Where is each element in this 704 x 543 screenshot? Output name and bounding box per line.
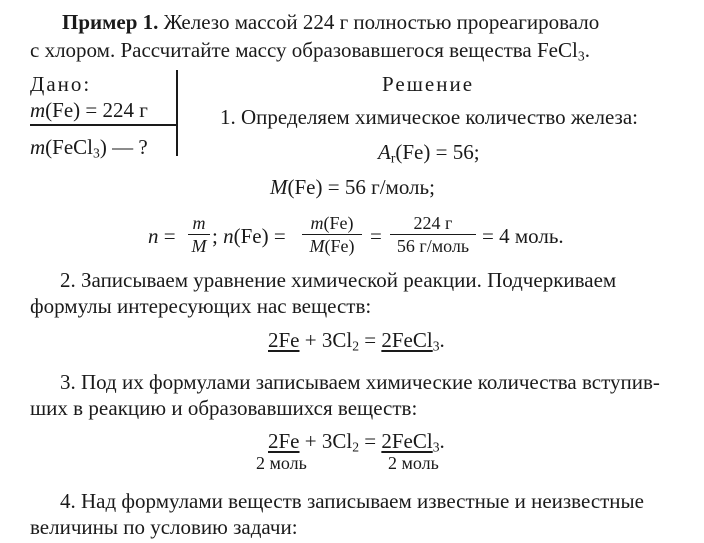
frac3-num: 224 г <box>413 213 453 233</box>
fraction-mfe-over-Mfe <box>302 213 362 256</box>
n2-rest: (Fe) = <box>233 224 286 248</box>
eq1-fecl: 2FeCl <box>381 328 433 352</box>
solution-title: Решение <box>382 72 475 96</box>
frac2-bar <box>302 234 362 235</box>
intro-sub: 3 <box>577 48 585 64</box>
frac1-den: M <box>191 236 207 257</box>
ar-var: A <box>378 140 391 164</box>
frac2-den-var: M <box>309 236 325 257</box>
eq1-equals: = <box>364 328 377 352</box>
mol-fe: 2 моль <box>256 453 307 473</box>
intro-dot: . <box>584 38 590 62</box>
eq2-fecl3 <box>381 429 439 453</box>
given-unknown-c: ) — ? <box>99 135 148 159</box>
fraction-m-over-M <box>188 213 210 256</box>
given-var-m: m <box>30 98 46 122</box>
eq2-plus-cl: + 3Cl <box>304 429 353 453</box>
frac2-den <box>302 236 362 256</box>
eq2-fe: 2Fe <box>268 429 300 453</box>
n2-var: n <box>223 224 234 248</box>
equation-1 <box>268 328 445 352</box>
ar-sub: r <box>390 150 396 166</box>
ar-line <box>378 140 480 164</box>
frac1-num: m <box>192 213 206 233</box>
given-unknown <box>30 135 148 159</box>
n-var: n <box>148 224 159 248</box>
intro-text-2: с хлором. Рассчитайте массу образовавшегося вещества FeCl <box>30 38 578 62</box>
frac2-num-var: m <box>310 213 324 233</box>
n-eq <box>148 224 176 248</box>
step-3-line-2: ших в реакцию и образовавшихся веществ: <box>30 396 418 420</box>
intro-line-1 <box>62 10 599 34</box>
eq2-fecl-sub: 3 <box>432 439 440 455</box>
eq2-fecl: 2FeCl <box>381 429 433 453</box>
result: = 4 моль. <box>482 224 564 248</box>
step-4-line-2: величины по условию задачи: <box>30 515 298 539</box>
eq-sign-2: = <box>370 224 382 248</box>
eq2-dot: . <box>439 429 445 453</box>
equation-2 <box>268 429 445 453</box>
given-unknown-a: (FeCl <box>45 135 94 159</box>
frac2-num-text: (Fe) <box>323 213 354 233</box>
given-var-m2: m <box>30 135 46 159</box>
given-mass-fe <box>30 98 148 122</box>
given-title: Дано: <box>30 72 92 96</box>
eq1-fecl3 <box>381 328 439 352</box>
given-unknown-sub: 3 <box>93 145 100 161</box>
frac3-bar <box>390 234 476 235</box>
step-3-line-1: 3. Под их формулами записываем химические количества вступив- <box>60 370 660 394</box>
fraction-224-over-56 <box>390 213 476 256</box>
step-2-line-1: 2. Записываем уравнение химической реакции. Подчеркиваем <box>60 268 617 292</box>
eq2-cl-sub: 2 <box>352 439 360 455</box>
n-fe-eq <box>212 224 286 248</box>
intro-text-1: Железо массой 224 г полностью прореагировало <box>163 10 600 34</box>
step-2-line-2: формулы интересующих нас веществ: <box>30 294 372 318</box>
eq1-fe: 2Fe <box>268 328 300 352</box>
frac3-den: 56 г/моль <box>396 236 470 257</box>
semicolon: ; <box>212 224 218 248</box>
frac1-bar <box>188 234 210 235</box>
given-vertical-rule <box>176 70 178 156</box>
given-divider <box>30 124 176 126</box>
intro-line-2 <box>30 38 590 62</box>
ar-rest: (Fe) = 56; <box>395 140 480 164</box>
eq2-equals: = <box>364 429 377 453</box>
eq1-cl-sub: 2 <box>352 338 360 354</box>
m-rest: (Fe) = 56 г/моль; <box>287 175 435 199</box>
frac2-den-text: (Fe) <box>324 236 355 257</box>
molar-mass-line <box>270 175 435 199</box>
mol-fecl3: 2 моль <box>388 453 439 473</box>
step-1: 1. Определяем химическое количество железа: <box>220 105 638 129</box>
eq1-dot: . <box>439 328 445 352</box>
example-label: Пример 1. <box>62 10 159 34</box>
step-4-line-1: 4. Над формулами веществ записываем известные и неизвестные <box>60 489 644 513</box>
m-var: M <box>270 175 288 199</box>
eq-sign-1: = <box>163 224 176 248</box>
eq1-fecl-sub: 3 <box>432 338 440 354</box>
eq1-plus-cl: + 3Cl <box>304 328 353 352</box>
frac2-num <box>302 213 362 233</box>
given-mass-text: (Fe) = 224 г <box>45 98 148 122</box>
